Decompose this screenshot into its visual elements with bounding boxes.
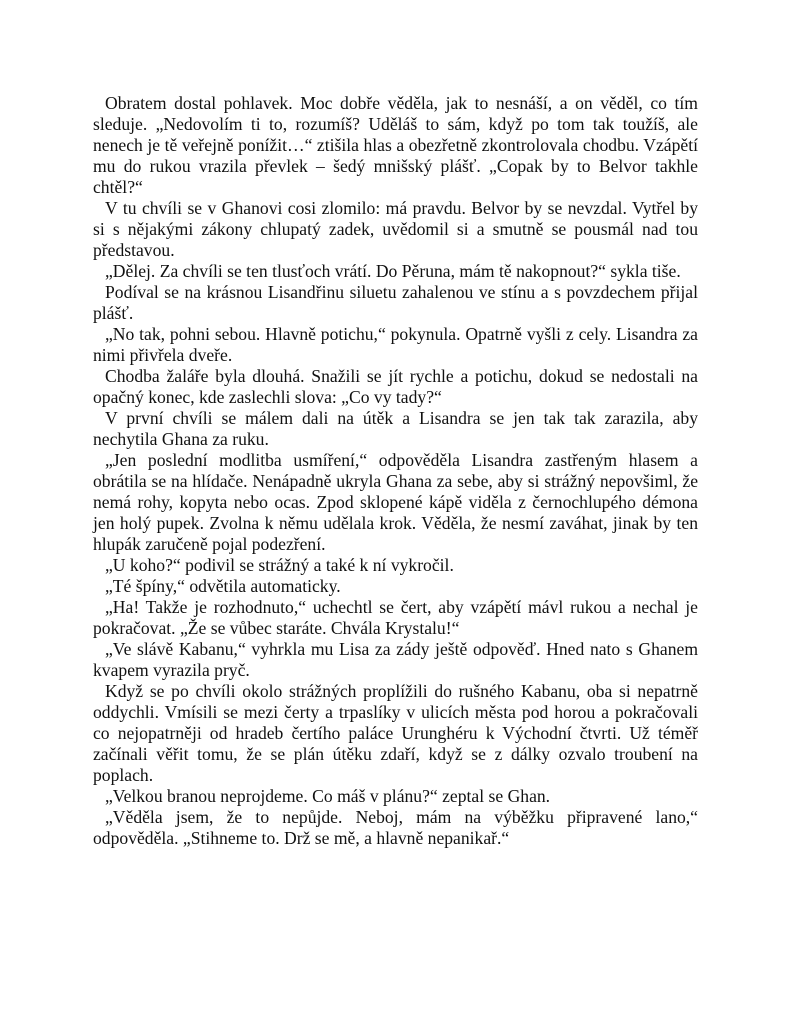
paragraph: Chodba žaláře byla dlouhá. Snažili se jít rychle a potichu, dokud se nedostali na opačný konec, kde zaslechli slova: „Co vy tady?“ [93,366,698,407]
paragraph: „No tak, pohni sebou. Hlavně potichu,“ pokynula. Opatrně vyšli z cely. Lisandra za nimi přivřela dveře. [93,324,698,365]
paragraph: V tu chvíli se v Ghanovi cosi zlomilo: má pravdu. Belvor by se nevzdal. Vytřel by si s nějakými zákony chlupatý zadek, uvědomil si a smutně se pousmál nad tou představou. [93,198,698,260]
page-text [93,93,698,849]
paragraph: „Jen poslední modlitba usmíření,“ odpověděla Lisandra zastřeným hlasem a obrátila se na hlídače. Nenápadně ukryla Ghana za sebe, aby si strážný nepovšiml, že nemá rohy, kopyta nebo ocas. Zpod sklopené kápě viděla z černochlupého démona jen holý pupek. Zvolna k němu udělala krok. Věděla, že nesmí zaváhat, jinak by ten hlupák zaručeně pojal podezření. [93,450,698,554]
paragraph: Obratem dostal pohlavek. Moc dobře věděla, jak to nesnáší, a on věděl, co tím sleduje. „Nedovolím ti to, rozumíš? Uděláš to sám, když po tom tak toužíš, ale nenech je tě veřejně ponížit…“ ztišila hlas a obezřetně zkontrolovala chodbu. Vzápětí mu do rukou vrazila převlek – šedý mnišský plášť. „Copak by to Belvor takhle chtěl?“ [93,93,698,197]
paragraph: „Té špíny,“ odvětila automaticky. [105,576,341,596]
paragraph: „Ve slávě Kabanu,“ vyhrkla mu Lisa za zády ještě odpověď. Hned nato s Ghanem kvapem vyrazila pryč. [93,639,698,680]
paragraph: V první chvíli se málem dali na útěk a Lisandra se jen tak tak zarazila, aby nechytila Ghana za ruku. [93,408,698,449]
paragraph: „Velkou branou neprojdeme. Co máš v plánu?“ zeptal se Ghan. [105,786,551,806]
paragraph: Podíval se na krásnou Lisandřinu siluetu zahalenou ve stínu a s povzdechem přijal plášť. [93,282,698,323]
paragraph: „Ha! Takže je rozhodnuto,“ uchechtl se čert, aby vzápětí mávl rukou a nechal je pokračovat. „Že se vůbec staráte. Chvála Krystalu!“ [93,597,698,638]
paragraph: „Dělej. Za chvíli se ten tlusťoch vrátí. Do Pěruna, mám tě nakopnout?“ sykla tiše. [105,261,681,281]
paragraph: „U koho?“ podivil se strážný a také k ní vykročil. [105,555,454,575]
paragraph: Když se po chvíli okolo strážných proplížili do rušného Kabanu, oba si nepatrně oddychli. Vmísili se mezi čerty a trpaslíky v ulicích města pod horou a pokračovali co nejopatrněji od hradeb čertího paláce Urunghéru k Východní čtvrti. Už téměř začínali věřit tomu, že se plán útěku zdaří, když se z dálky ozvalo troubení na poplach. [93,681,698,785]
paragraph: „Věděla jsem, že to nepůjde. Neboj, mám na výběžku připravené lano,“ odpověděla. „Stihneme to. Drž se mě, a hlavně nepanikař.“ [93,807,698,848]
